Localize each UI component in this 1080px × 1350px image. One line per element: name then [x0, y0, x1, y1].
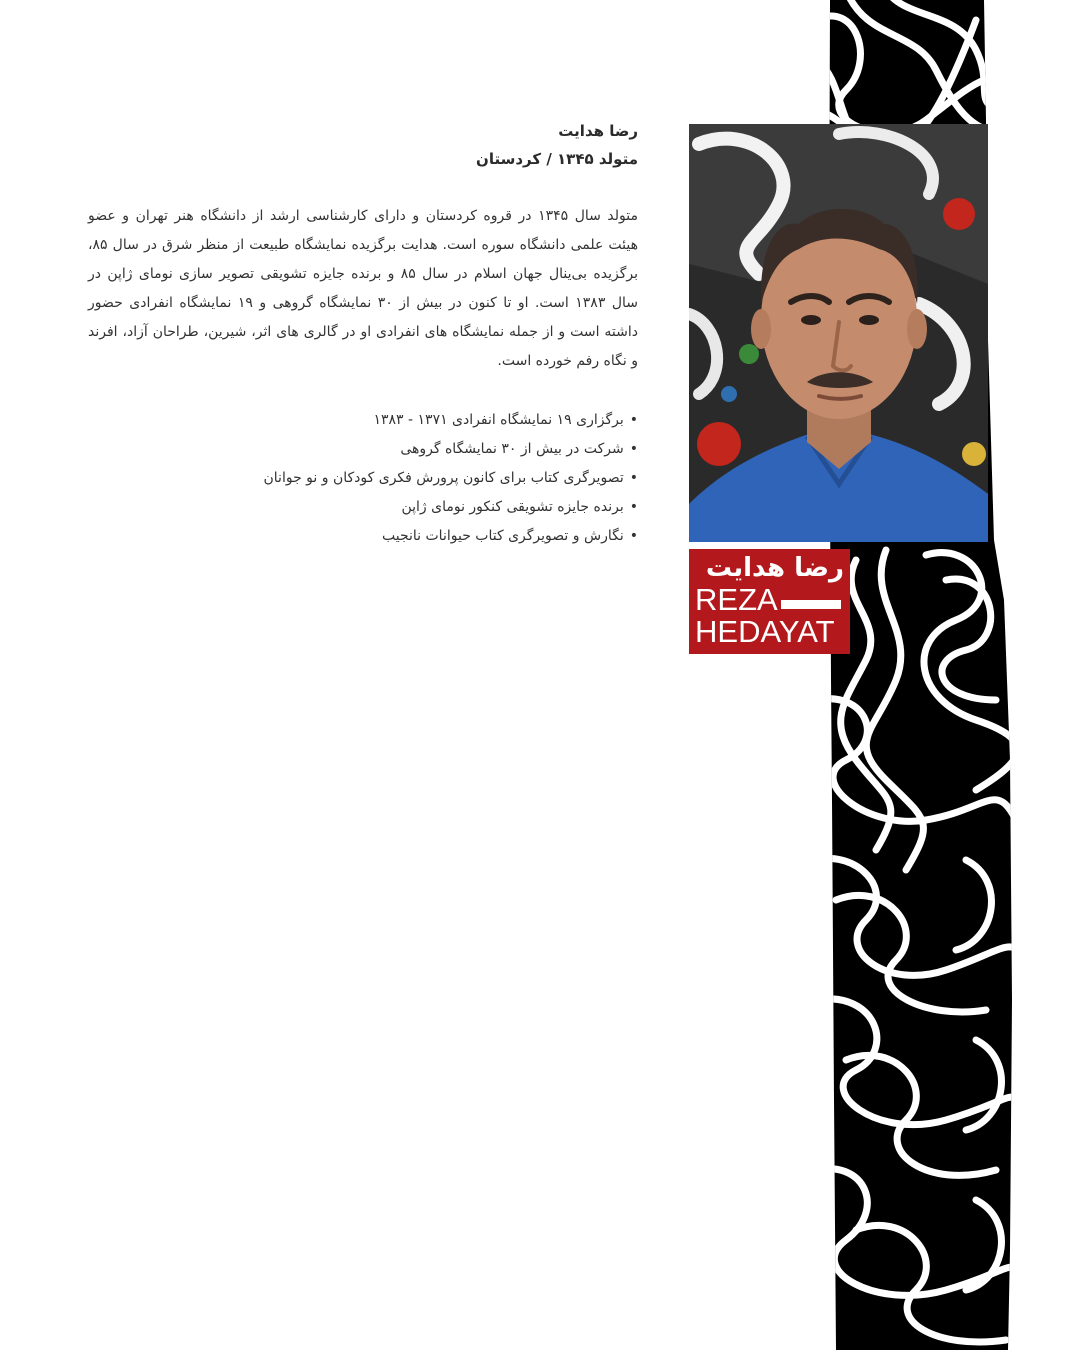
badge-name-persian: رضا هدایت — [705, 553, 844, 583]
list-item — [88, 435, 638, 464]
badge-divider-bar — [781, 600, 841, 609]
list-item — [88, 464, 638, 493]
list-item — [88, 406, 638, 435]
portrait-illustration — [689, 124, 988, 542]
badge-name-last: HEDAYAT — [695, 614, 835, 649]
bullet-icon: • — [629, 412, 638, 428]
list-item — [88, 522, 638, 551]
list-item-text: نگارش و تصویرگری کتاب حیوانات نانجیب — [381, 528, 624, 544]
portrait-photo — [689, 124, 988, 542]
list-item-text: تصویرگری کتاب برای کانون پرورش فکری کودکان و نو جوانان — [263, 470, 624, 486]
bullet-icon: • — [629, 441, 638, 457]
artist-name: رضا هدایت — [558, 122, 638, 140]
list-item — [88, 493, 638, 522]
bullet-icon: • — [629, 528, 638, 544]
achievement-list — [88, 406, 638, 551]
list-item-text: شرکت در بیش از ۳۰ نمایشگاه گروهی — [400, 441, 624, 457]
birth-info: متولد ۱۳۴۵ / کردستان — [476, 150, 638, 168]
badge-name-first: REZA — [695, 582, 778, 617]
profile-text — [88, 118, 638, 551]
bullet-icon: • — [629, 499, 638, 515]
bullet-icon: • — [629, 470, 638, 486]
list-item-text: برگزاری ۱۹ نمایشگاه انفرادی ۱۳۷۱ - ۱۳۸۳ — [373, 412, 624, 428]
biography: متولد سال ۱۳۴۵ در قروه کردستان و دارای کارشناسی ارشد از دانشگاه هنر تهران و عضو هیئت علمی دانشگاه سوره است. هدایت برگزیده نمایشگاه طبیعت از منظر شرق در سال ۸۵، برگزیده بی‌ینال جهان اسلام در سال ۸۵ و برنده جایزه تشویقی تصویر سازی نومای ژاپن در سال ۱۳۸۳ است. او تا کنون در بیش از ۳۰ نمایشگاه گروهی و ۱۹ نمایشگاه انفرادی حضور داشته است و از جمله نمایشگاه های انفرادی او در گالری های اثر، شیرین، طراحان آزاد، افرند و نگاه رفم خورده است. — [88, 208, 639, 369]
list-item-text: برنده جایزه تشویقی کنکور نومای ژاپن — [401, 499, 624, 515]
name-badge — [689, 549, 850, 654]
